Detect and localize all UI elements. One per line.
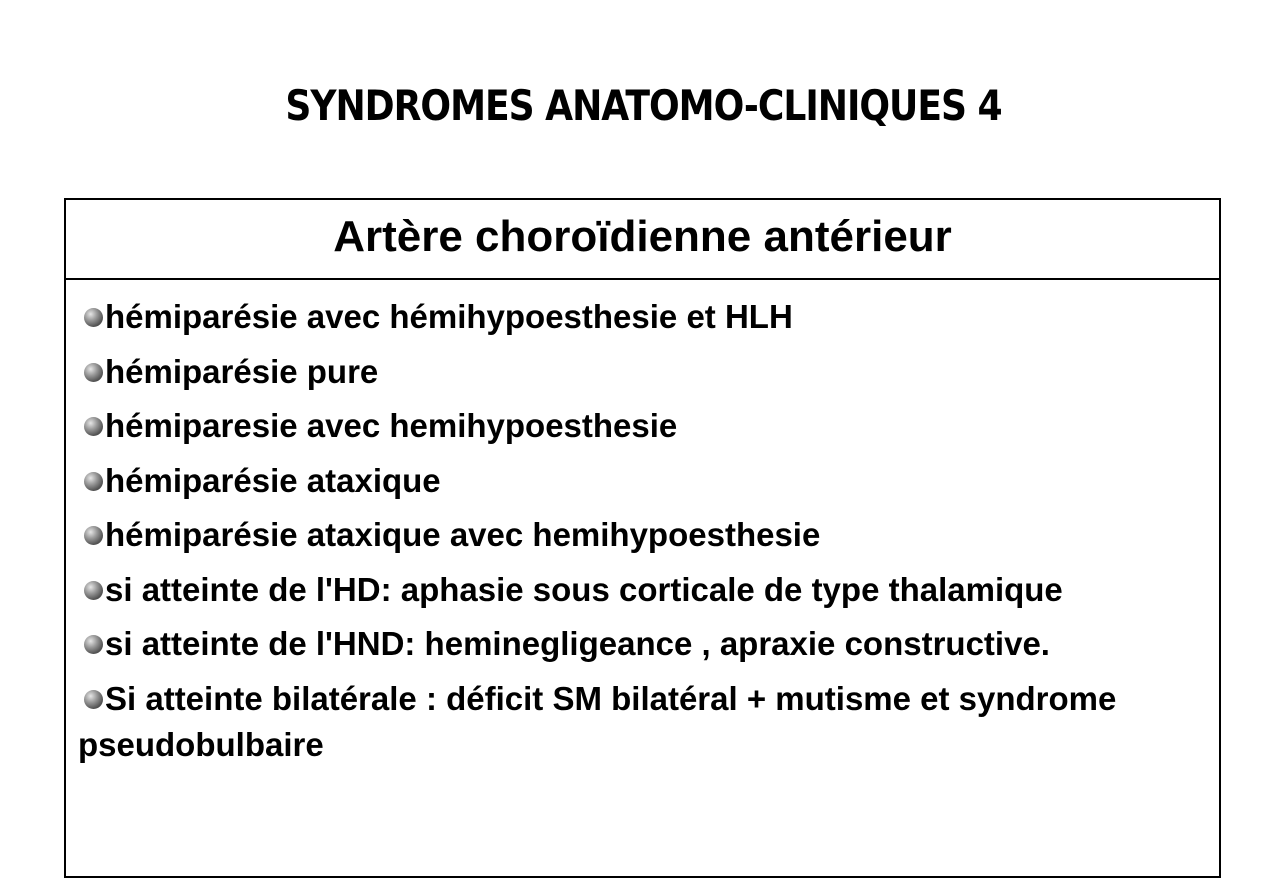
list-item-text: hémiparésie avec hémihypoesthesie et HLH [105,298,793,335]
sphere-bullet-icon [84,690,103,709]
sphere-bullet-icon [84,308,103,327]
sphere-bullet-icon [84,472,103,491]
box-header: Artère choroïdienne antérieur [66,200,1219,280]
list-item [78,508,1219,563]
list-item [78,563,1219,618]
list-item-text: hémiparesie avec hemihypoesthesie [105,407,678,444]
sphere-bullet-icon [84,417,103,436]
sphere-bullet-icon [84,363,103,382]
slide-title: SYNDROMES ANATOMO-CLINIQUES 4 [285,81,1002,130]
list-item [78,454,1219,509]
list-item-text: si atteinte de l'HND: hemineglig​eance , apraxie constructive. [105,625,1050,662]
list-item-text: si atteinte de l'HD: aphasie sous corticale de type thalamique [105,570,1063,608]
list-item [78,345,1219,400]
list-item-text: hémiparésie ataxique [105,461,441,499]
list-item-text: hémiparésie ataxique avec hemihypoesthesie [105,516,821,553]
list-item-text: Si atteinte bilatérale : déficit SM bilatéral + mutisme et syndrome pseudobulbaire [78,679,1117,763]
sphere-bullet-icon [84,526,103,545]
list-item [78,617,1219,672]
content-box [64,198,1221,878]
sphere-bullet-icon [84,581,103,600]
list-item [78,290,1219,345]
list-item-text: hémiparésie pure [105,352,379,390]
symptom-list [66,280,1219,768]
list-item [78,399,1219,454]
sphere-bullet-icon [84,635,103,654]
list-item [78,676,1219,768]
